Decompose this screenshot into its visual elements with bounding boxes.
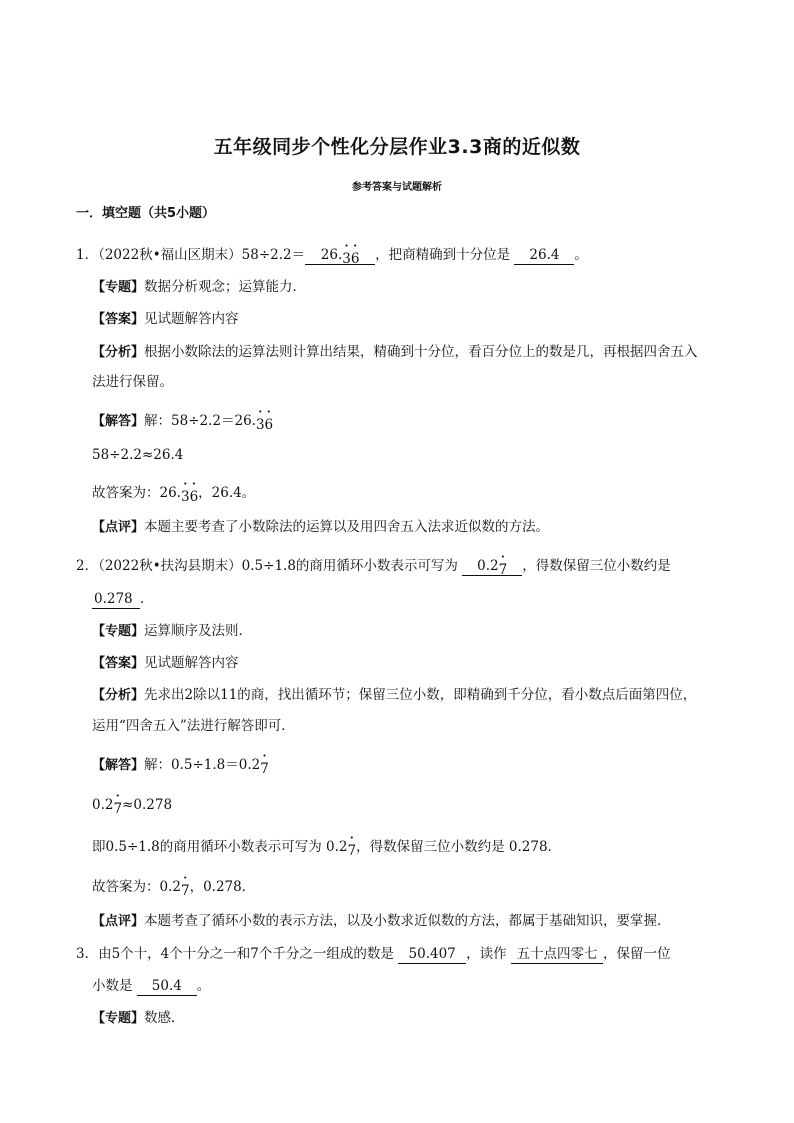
q2-solution: 【解答】解：0.5÷1.8＝0.2· 7 bbox=[92, 756, 269, 775]
q2-solution-line3: 即0.5÷1.8的商用循环小数表示可写为 0.2· 7，得数保留三位小数约是 0.278． bbox=[92, 838, 561, 856]
q1-analysis-cont: 法进行保留。 bbox=[92, 374, 173, 390]
q1-answer-2: 26.4 bbox=[514, 246, 574, 265]
q3-answer-1: 50.407 bbox=[398, 945, 466, 964]
q1-zhuanti: 【专题】数据分析观念；运算能力． bbox=[92, 279, 307, 295]
q2-zhuanti: 【专题】运算顺序及法则． bbox=[92, 623, 253, 639]
q1-answer-1: 26.· 3· 6 bbox=[305, 246, 375, 265]
q1-solution-line2: 58÷2.2≈26.4 bbox=[92, 447, 184, 463]
question-3: 3．由5个十，4个十分之一和7个千分之一组成的数是 50.407 ，读作 五十点四零七 ，保留一位 bbox=[76, 946, 671, 962]
q1-final-answer: 故答案为：26.· 3· 6，26.4。 bbox=[92, 484, 255, 502]
q3-zhuanti: 【专题】数感． bbox=[92, 1010, 185, 1026]
q3-line-2: 小数是 50.4 。 bbox=[92, 978, 211, 994]
q2-line-2: 0.278 ． bbox=[94, 591, 154, 607]
q2-final-answer: 故答案为：0.2· 7，0.278． bbox=[92, 878, 255, 896]
q1-answer-ref: 【答案】见试题解答内容 bbox=[92, 311, 239, 327]
q2-analysis: 【分析】先求出2除以11的商，找出循环节；保留三位小数，即精确到千分位，看小数点后面第四位， bbox=[92, 687, 697, 703]
q2-answer-2: 0.278 bbox=[92, 590, 140, 609]
question-2: 2．（2022秋•扶沟县期末）0.5÷1.8的商用循环小数表示可写为 0.2· 7 ，得数保留三位小数约是 bbox=[76, 557, 671, 576]
q3-answer-3: 50.4 bbox=[137, 977, 197, 996]
section-heading: 一．填空题（共5小题） bbox=[76, 206, 216, 221]
page-subtitle: 参考答案与试题解析 bbox=[352, 182, 442, 193]
q2-answer-1: 0.2· 7 bbox=[462, 557, 522, 576]
q1-solution: 【解答】解：58÷2.2＝26.· 3· 6 bbox=[92, 412, 273, 431]
q2-answer-ref: 【答案】见试题解答内容 bbox=[92, 655, 239, 671]
q1-comment: 【点评】本题主要考查了小数除法的运算以及用四舍五入法求近似数的方法。 bbox=[92, 519, 550, 535]
q3-answer-2: 五十点四零七 bbox=[511, 945, 603, 964]
q1-analysis: 【分析】根据小数除法的运算法则计算出结果，精确到十分位，看百分位上的数是几，再根据四舍五入 bbox=[92, 344, 698, 360]
q2-solution-line2: 0.2· 7≈0.278 bbox=[92, 796, 172, 814]
question-1: 1．（2022秋•福山区期末）58÷2.2＝ 26.· 3· 6 ，把商精确到十分位是 26.4 。 bbox=[76, 246, 588, 265]
q2-analysis-cont: 运用“四舍五入”法进行解答即可． bbox=[92, 718, 295, 734]
q2-comment: 【点评】本题考查了循环小数的表示方法，以及小数求近似数的方法，都属于基础知识，要掌握． bbox=[92, 913, 671, 929]
page-title: 五年级同步个性化分层作业3.3商的近似数 bbox=[213, 136, 581, 158]
